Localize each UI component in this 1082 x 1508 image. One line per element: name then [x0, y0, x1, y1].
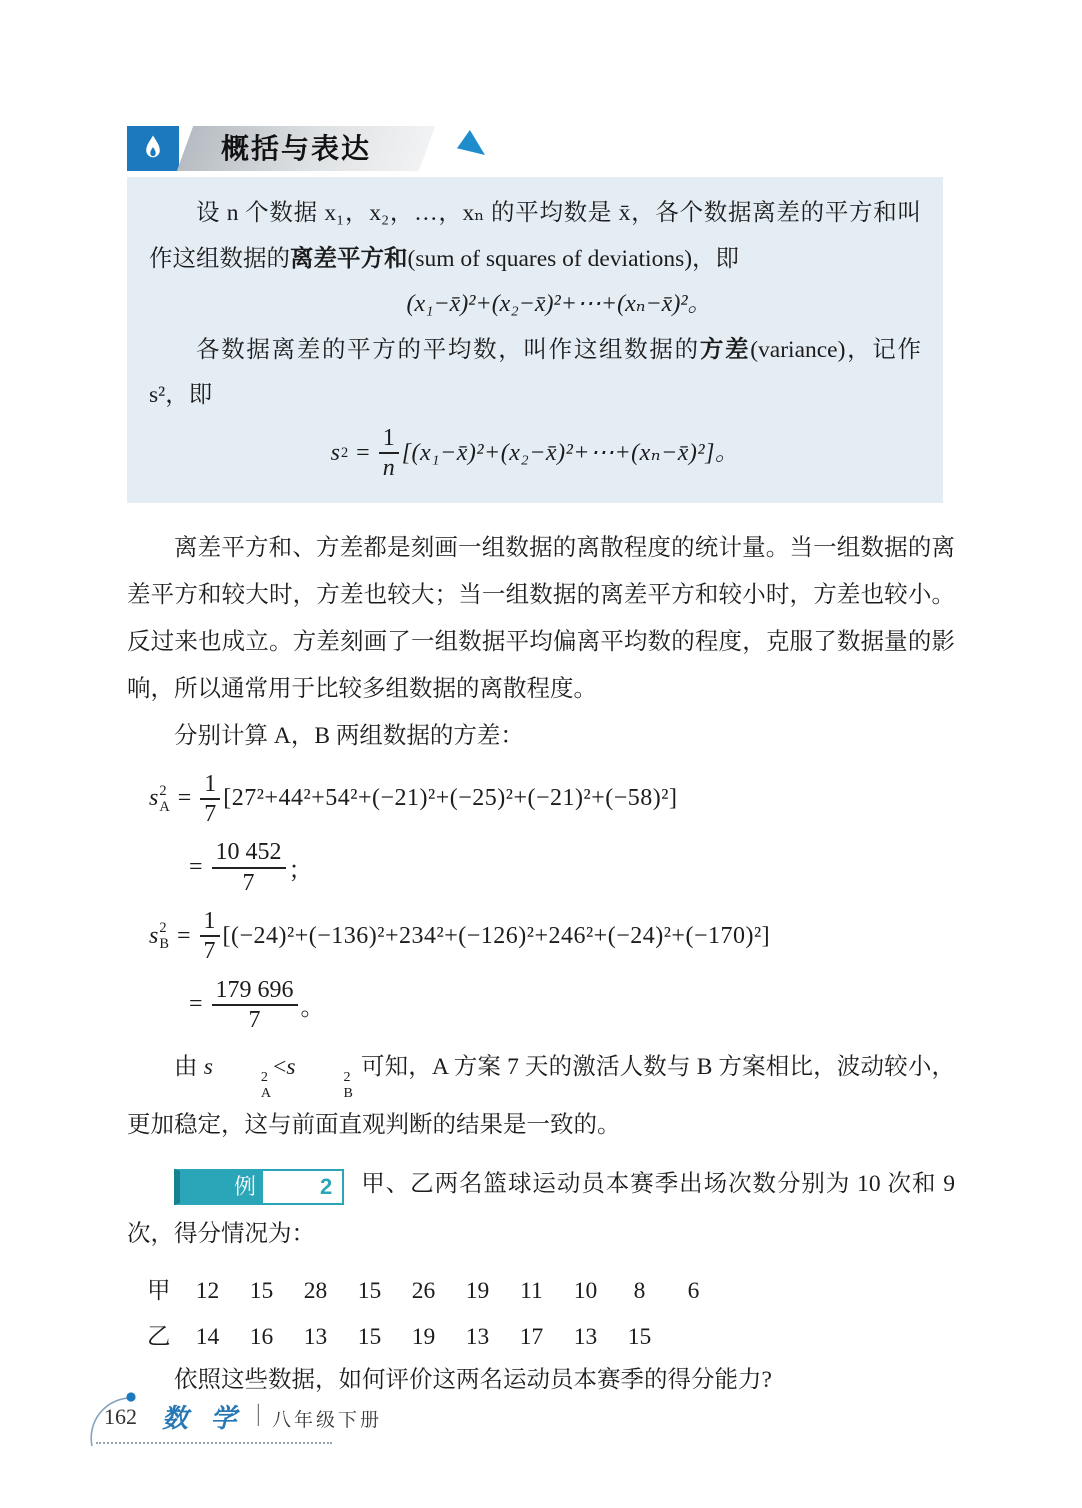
- example-badge: [174, 1169, 344, 1205]
- less-than-sign: <: [273, 1054, 287, 1081]
- math-sup: 2: [159, 782, 167, 799]
- text-run: 可知，A 方案 7 天的激活人数与 B 方案相比，波动较小，更加稳定，这与前面直观判断的结果是一致的。: [127, 1054, 955, 1138]
- score-value: 28: [303, 1277, 328, 1304]
- superscript: [341, 445, 348, 461]
- banner-triangle-icon: [457, 130, 485, 156]
- fraction-numerator: 179 696: [212, 976, 298, 1006]
- score-value: 19: [465, 1277, 490, 1304]
- player-a-score-row: [147, 1271, 955, 1305]
- page-content: [127, 126, 955, 1404]
- footer-volume: 八年级下册: [272, 1410, 383, 1431]
- score-value: 15: [627, 1323, 652, 1350]
- section-title: 概括与表达: [221, 133, 372, 164]
- score-value: 17: [519, 1323, 544, 1350]
- equals-sign: =: [356, 439, 370, 466]
- definition-paragraph-1: [149, 191, 921, 282]
- page-footer: [88, 1388, 448, 1458]
- fraction-denominator: 7: [203, 938, 216, 965]
- math-sub: A: [260, 1084, 272, 1101]
- sum-of-squares-formula: (x₁−x̄)²+(x₂−x̄)²+⋯+(xₙ−x̄)²。: [406, 291, 712, 317]
- text-run: 各数据离差的平方的平均数，叫作这组数据的: [196, 337, 700, 363]
- score-value: 16: [249, 1323, 274, 1350]
- score-value: 15: [249, 1277, 274, 1304]
- math-body: [(−24)²+(−136)²+234²+(−126)²+246²+(−24)²+(−170)²]: [222, 922, 771, 949]
- example-badge-label: 例: [180, 1171, 263, 1203]
- footer-dotted-line: [96, 1442, 332, 1444]
- flame-icon: [127, 126, 179, 171]
- summary-box: [127, 177, 943, 503]
- example-question: 依照这些数据，如何评价这两名运动员本赛季的得分能力?: [174, 1366, 772, 1393]
- footer-subject: 数 学: [162, 1404, 245, 1433]
- score-value: 10: [573, 1277, 598, 1304]
- score-value: 19: [411, 1323, 436, 1350]
- sup-sub-stack: [159, 920, 169, 952]
- math-sub: A: [159, 798, 170, 815]
- compute-instruction: 分别计算 A，B 两组数据的方差：: [174, 722, 524, 749]
- math-var: s: [149, 922, 159, 949]
- example-badge-number: 2: [263, 1171, 342, 1203]
- math-body: [(x₁−x̄)²+(x₂−x̄)²+⋯+(xₙ−x̄)²]。: [401, 439, 740, 466]
- text-run: 设 n 个数据 x₁，x₂，…，xₙ 的平均数是 x̄，各个数据离差的平方和叫作这组数据的: [149, 200, 921, 272]
- term-variance: 方差: [699, 336, 751, 362]
- variance-formula: [149, 424, 921, 483]
- math-sup: 2: [340, 445, 349, 462]
- punctuation: 。: [300, 995, 325, 1022]
- math-var: s: [330, 439, 340, 466]
- page-number: 162: [104, 1404, 137, 1429]
- score-value: 12: [195, 1277, 220, 1304]
- player-a-scores: [193, 1278, 733, 1305]
- section-header: [127, 126, 427, 171]
- score-value: 14: [195, 1323, 220, 1350]
- sup-sub-stack: [297, 1070, 353, 1102]
- conclusion-paragraph: [127, 1044, 955, 1149]
- score-value: 15: [357, 1277, 382, 1304]
- fraction: [200, 770, 220, 829]
- footer-divider: |: [256, 1401, 261, 1427]
- text-run: (sum of squares of deviations)，即: [407, 246, 740, 272]
- variance-a-line1: [149, 770, 955, 829]
- fraction-denominator: 7: [204, 800, 217, 827]
- text-run: 由: [174, 1054, 204, 1081]
- score-value: 13: [573, 1323, 598, 1350]
- player-a-label: 甲: [147, 1277, 171, 1304]
- fraction: [212, 976, 298, 1035]
- fraction: [212, 838, 286, 897]
- definition-paragraph-2: [149, 327, 921, 418]
- math-body: [27²+44²+54²+(−21)²+(−25)²+(−21)²+(−58)²]: [223, 785, 678, 812]
- fraction-numerator: 1: [200, 907, 220, 937]
- punctuation: ；: [288, 858, 313, 885]
- fraction-denominator: n: [382, 455, 395, 482]
- player-b-scores: [193, 1324, 679, 1351]
- score-value: 8: [633, 1277, 646, 1304]
- player-b-label: 乙: [147, 1323, 171, 1350]
- math-var: s: [203, 1054, 213, 1081]
- score-value: 15: [357, 1323, 382, 1350]
- equals-sign: =: [176, 922, 191, 949]
- fraction: [200, 907, 220, 966]
- score-value: 13: [465, 1323, 490, 1350]
- equals-sign: =: [177, 785, 192, 812]
- variance-b-line1: [149, 907, 955, 966]
- score-value: 11: [520, 1277, 543, 1304]
- example-2-paragraph: [127, 1159, 955, 1259]
- fraction-denominator: 7: [242, 869, 255, 896]
- fraction-numerator: 10 452: [212, 838, 286, 868]
- math-var: s: [149, 785, 159, 812]
- sup-sub-stack: [214, 1070, 271, 1102]
- math-sup: 2: [260, 1069, 268, 1086]
- equals-sign: =: [189, 854, 203, 881]
- score-value: 26: [411, 1277, 436, 1304]
- variance-b-line2: [183, 976, 955, 1035]
- fraction-numerator: 1: [200, 770, 220, 800]
- sup-sub-stack: [159, 783, 169, 815]
- score-value: 6: [687, 1277, 700, 1304]
- player-b-score-row: [147, 1317, 955, 1351]
- fraction-denominator: 7: [248, 1006, 261, 1033]
- math-sub: B: [159, 936, 169, 953]
- fraction: [379, 424, 399, 483]
- example-text: 甲、乙两名篮球运动员本赛季出场次数分别为 10 次和 9 次，得分情况为：: [127, 1170, 955, 1247]
- math-sup: 2: [343, 1069, 351, 1086]
- variance-a-line2: [183, 838, 955, 897]
- math-sub: B: [343, 1084, 353, 1101]
- text-run: (variance)，记作 s²，即: [149, 337, 922, 408]
- score-value: 13: [303, 1323, 328, 1350]
- fraction-numerator: 1: [379, 424, 399, 454]
- equals-sign: =: [189, 991, 203, 1018]
- explanation-paragraph: 离差平方和、方差都是刻画一组数据的离散程度的统计量。当一组数据的离差平方和较大时，方差也较大；当一组数据的离差平方和较小时，方差也较小。反过来也成立。方差刻画了一组数据平均偏离平均数的程度，克服了数据量的影响，所以通常用于比较多组数据的离散程度。: [127, 534, 955, 702]
- math-sup: 2: [159, 920, 167, 937]
- section-banner: [191, 126, 427, 171]
- math-var: s: [286, 1054, 296, 1081]
- term-sum-of-squares: 离差平方和: [290, 245, 408, 271]
